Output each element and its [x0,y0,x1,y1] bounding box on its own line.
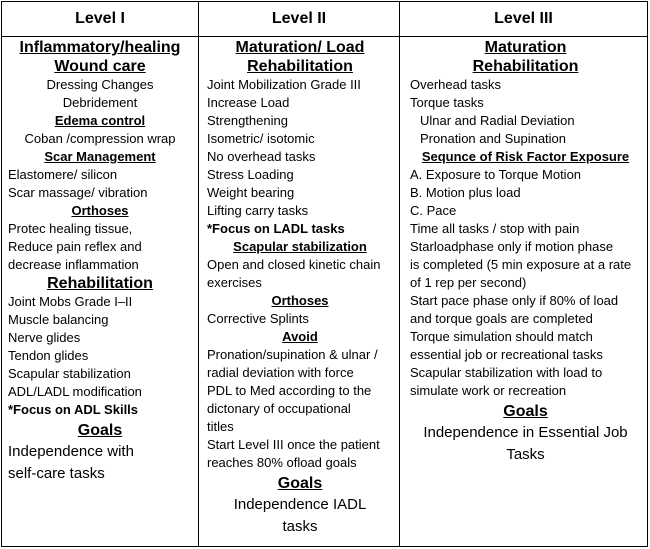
goal-text: self-care tasks [8,465,105,482]
list-item: and torque goals are completed [410,311,593,326]
goal-text: Independence in Essential Job [423,424,628,441]
level-2-title: Maturation/ Load [235,39,365,56]
list-item: Torque tasks [410,95,484,110]
list-item: A. Exposure to Torque Motion [410,167,582,182]
list-item: C. Pace [410,203,457,218]
list-item: Reduce pain reflex and [8,239,142,254]
list-item: Corrective Splints [207,311,309,326]
goal-text: Independence IADL [233,496,367,513]
goal-text: Tasks [506,446,545,463]
list-item: Stress Loading [207,167,294,182]
level-3-title: Maturation [484,39,567,56]
focus-note: *Focus on ADL Skills [8,402,139,417]
edema-heading: Edema control [54,113,146,128]
list-item: Scar massage/ vibration [8,185,148,200]
list-item: Joint Mobs Grade I–II [8,294,133,309]
header-level-2: Level II [271,10,327,27]
list-item: dictonary of occupational [207,401,351,416]
goals-heading: Goals [77,422,123,439]
list-item: Increase Load [207,95,290,110]
wound-care-heading: Wound care [54,58,146,75]
goal-text: tasks [282,518,318,535]
list-item: Nerve glides [8,330,81,345]
level-2-column [199,38,399,546]
list-item: of 1 rep per second) [410,275,527,290]
sequence-heading: Sequnce of Risk Factor Exposure [421,149,630,164]
list-item: Strengthening [207,113,288,128]
scapular-heading: Scapular stabilization [233,239,367,254]
list-item: Ulnar and Radial Deviation [420,113,575,128]
list-item: Pronation/supination & ulnar / [207,347,378,362]
list-item: Joint Mobilization Grade III [207,77,361,92]
progression-table [1,1,648,547]
list-item: Starloadphase only if motion phase [410,239,614,254]
focus-note: *Focus on LADL tasks [207,221,345,236]
list-item: Time all tasks / stop with pain [410,221,580,236]
header-level-3: Level III [494,10,553,27]
list-item: Tendon glides [8,348,89,363]
list-item: PDL to Med according to the [207,383,372,398]
list-item: ADL/LADL modification [8,384,142,399]
avoid-heading: Avoid [282,329,318,344]
goals-heading: Goals [277,475,323,492]
list-item: Debridement [62,95,138,110]
scar-heading: Scar Management [44,149,156,164]
list-item: is completed (5 min exposure at a rate [410,257,632,272]
list-item: essential job or recreational tasks [410,347,603,362]
list-item: Isometric/ isotomic [207,131,315,146]
list-item: radial deviation with force [207,365,354,380]
level-1-title: Inflammatory/healing [19,39,181,56]
list-item: Start pace phase only if 80% of load [410,293,619,308]
list-item: B. Motion plus load [410,185,521,200]
goals-heading: Goals [503,403,548,420]
list-item: Protec healing tissue, [8,221,133,236]
list-item: Weight bearing [207,185,295,200]
list-item: exercises [207,275,262,290]
list-item: Coban /compression wrap [24,131,176,146]
list-item: Torque simulation should match [410,329,593,344]
orthoses-heading: Orthoses [71,203,129,218]
list-item: titles [207,419,234,434]
rehabilitation-heading: Rehabilitation [47,275,153,292]
list-item: Scapular stabilization [8,366,131,381]
list-item: Elastomere/ silicon [8,167,118,182]
list-item: Dressing Changes [46,77,154,92]
level-1-column [2,38,198,546]
list-item: simulate work or recreation [410,383,567,398]
goal-text: Independence with [8,443,134,460]
level-2-title: Rehabilitation [247,58,353,75]
list-item: Muscle balancing [8,312,109,327]
list-item: Lifting carry tasks [207,203,309,218]
list-item: Pronation and Supination [420,131,567,146]
list-item: Scapular stabilization with load to [410,365,603,380]
level-3-title: Rehabilitation [472,58,579,75]
list-item: Open and closed kinetic chain [207,257,381,272]
list-item: No overhead tasks [207,149,316,164]
list-item: Overhead tasks [410,77,502,92]
header-level-1: Level I [75,10,125,27]
list-item: reaches 80% ofload goals [207,455,357,470]
orthoses-heading: Orthoses [271,293,329,308]
level-3-column [400,38,647,546]
list-item: Start Level III once the patient [207,437,380,452]
list-item: decrease inflammation [8,257,139,272]
